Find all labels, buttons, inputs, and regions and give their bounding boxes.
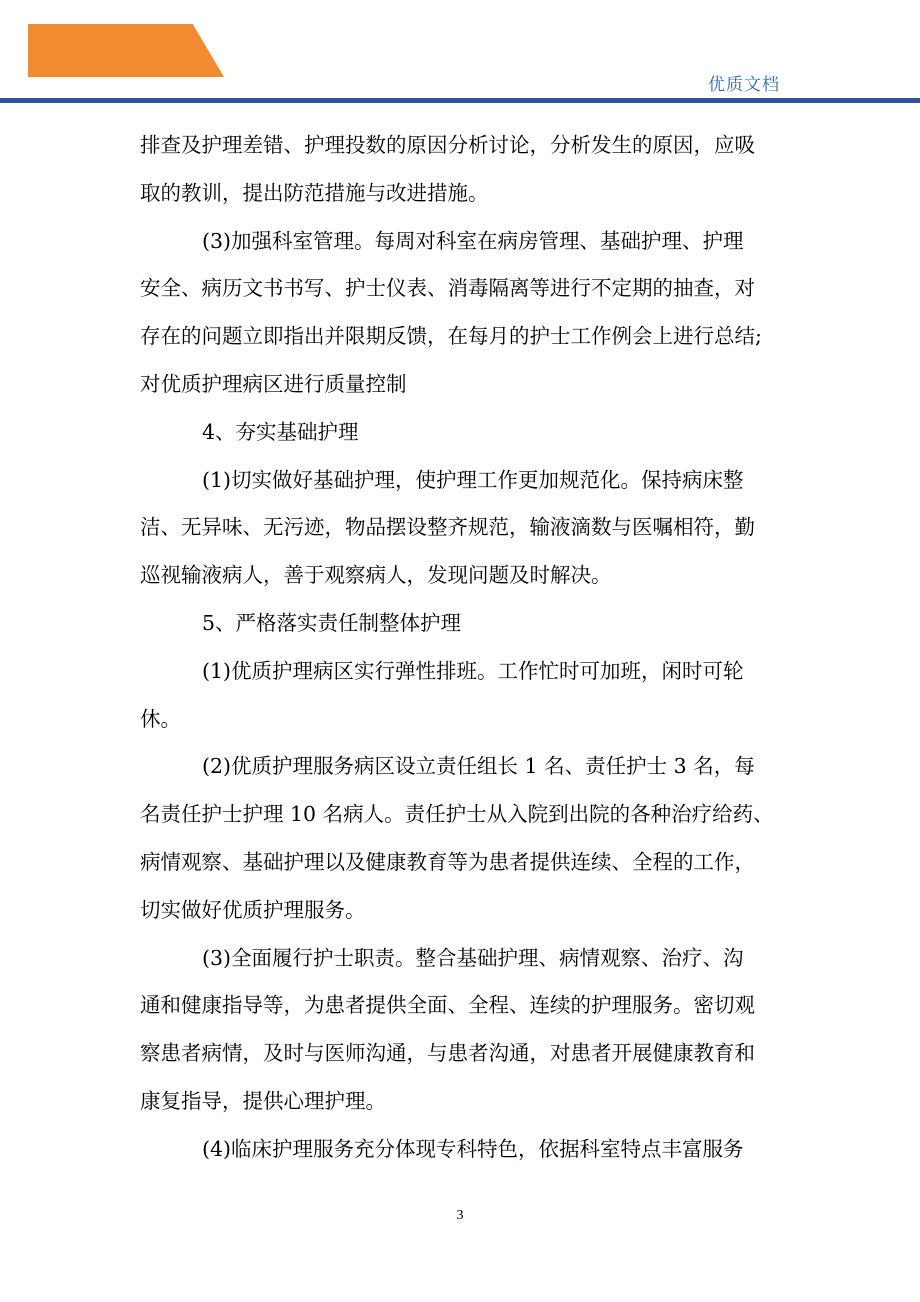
body-line: (3)加强科室管理。每周对科室在病房管理、基础护理、护理 [202, 228, 744, 253]
body-line: (2)优质护理服务病区设立责任组长 1 名、责任护士 3 名，每 [202, 754, 755, 779]
body-line: 安全、病历文书书写、护士仪表、消毒隔离等进行不定期的抽查，对 [140, 276, 755, 301]
body-line: 病情观察、基础护理以及健康教育等为患者提供连续、全程的工作， [140, 849, 755, 874]
body-line: 康复指导，提供心理护理。 [140, 1088, 386, 1113]
body-line: (1)优质护理病区实行弹性排班。工作忙时可加班，闲时可轮 [202, 658, 744, 683]
body-line: 切实做好优质护理服务。 [140, 897, 366, 922]
body-line: 名责任护士护理 10 名病人。责任护士从入院到出院的各种治疗给药、 [140, 802, 774, 827]
body-line: (4)临床护理服务充分体现专科特色，依据科室特点丰富服务 [202, 1136, 744, 1161]
body-line: 存在的问题立即指出并限期反馈，在每月的护士工作例会上进行总结; [140, 324, 762, 349]
body-line: (1)切实做好基础护理，使护理工作更加规范化。保持病床整 [202, 467, 744, 492]
document-body [140, 122, 780, 1174]
section-heading: 4、夯实基础护理 [202, 419, 359, 444]
body-line: 洁、无异味、无污迹，物品摆设整齐规范，输液滴数与医嘱相符，勤 [140, 515, 755, 540]
body-line: 休。 [140, 706, 181, 731]
header-brand-label: 优质文档 [708, 75, 780, 95]
body-line: 察患者病情，及时与医师沟通，与患者沟通，对患者开展健康教育和 [140, 1041, 755, 1066]
body-line: (3)全面履行护士职责。整合基础护理、病情观察、治疗、沟 [202, 945, 744, 970]
header-orange-decoration [28, 24, 224, 77]
body-line: 对优质护理病区进行质量控制 [140, 371, 407, 396]
page-number: 3 [456, 1208, 464, 1223]
body-line: 取的教训，提出防范措施与改进措施。 [140, 180, 489, 205]
body-line: 通和健康指导等，为患者提供全面、全程、连续的护理服务。密切观 [140, 993, 755, 1018]
section-heading: 5、严格落实责任制整体护理 [202, 610, 462, 635]
header-divider [0, 98, 920, 103]
body-line: 巡视输液病人，善于观察病人，发现问题及时解决。 [140, 563, 612, 588]
body-line: 排查及护理差错、护理投数的原因分析讨论，分析发生的原因，应吸 [140, 133, 755, 157]
